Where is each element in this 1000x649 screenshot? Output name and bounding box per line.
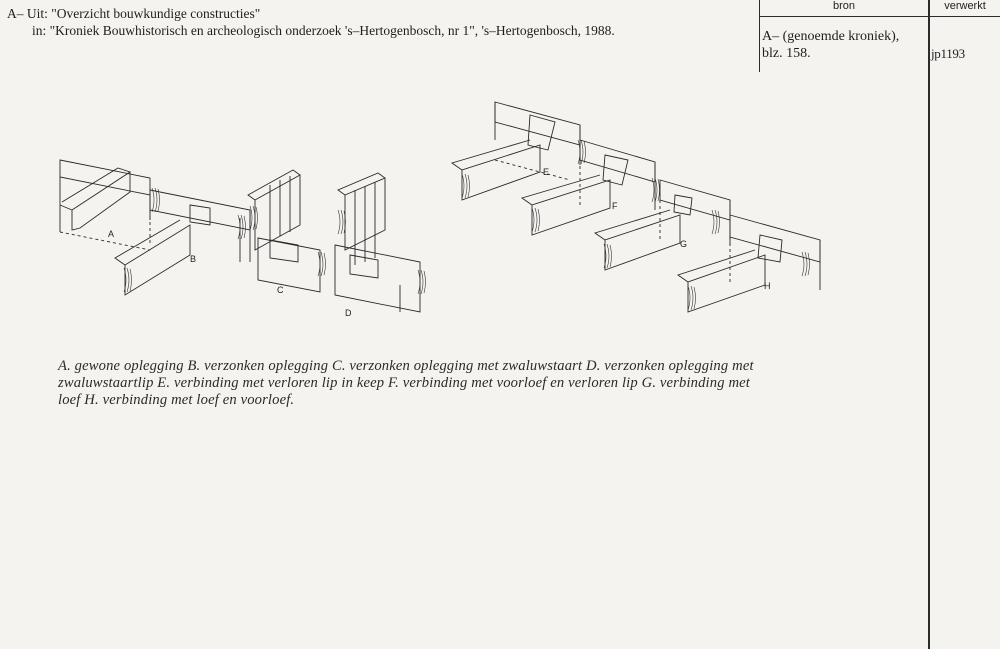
joint-f-drawing bbox=[522, 140, 660, 235]
figure-label-b: B bbox=[190, 254, 197, 264]
figure-caption bbox=[58, 358, 848, 409]
caption-line-2: zwaluwstaartlip E. verbinding met verloren lip in keep F. verbinding met voorloef en verloren lip G. verbinding met bbox=[58, 375, 750, 391]
bron-reference-line-1: A– (genoemde kroniek), bbox=[762, 29, 900, 44]
figure-label-e: E bbox=[543, 167, 550, 177]
caption-line-3: loef H. verbinding met loef en voorloef. bbox=[58, 392, 295, 408]
bron-reference-line-2: blz. 158. bbox=[762, 46, 811, 61]
source-line-1: A– Uit: "Overzicht bouwkundige constructies" bbox=[7, 6, 261, 21]
joint-h-drawing bbox=[678, 215, 820, 312]
joint-g-drawing bbox=[595, 180, 730, 270]
figure-label-d: D bbox=[345, 308, 352, 318]
caption-line-1: A. gewone oplegging B. verzonken oplegging C. verzonken oplegging met zwaluwstaart D. verzonken oplegging met bbox=[58, 358, 754, 374]
figure-label-c: C bbox=[277, 285, 284, 295]
verwerkt-code: jp1193 bbox=[931, 46, 965, 61]
figure-label-a: A bbox=[108, 229, 115, 239]
joint-d-drawing bbox=[335, 173, 426, 312]
figure-label-f: F bbox=[612, 201, 618, 211]
figure-label-g: G bbox=[680, 239, 688, 249]
verwerkt-column-header: verwerkt bbox=[944, 0, 986, 12]
figure-label-h: H bbox=[764, 281, 771, 291]
bron-column-header: bron bbox=[832, 0, 856, 12]
source-line-2: in: "Kroniek Bouwhistorisch en archeologisch onderzoek 's–Hertogenbosch, nr 1", 's–Hertogenbosch, 1988. bbox=[32, 23, 615, 38]
joint-c-drawing bbox=[248, 170, 326, 292]
joint-b-drawing bbox=[115, 190, 250, 295]
